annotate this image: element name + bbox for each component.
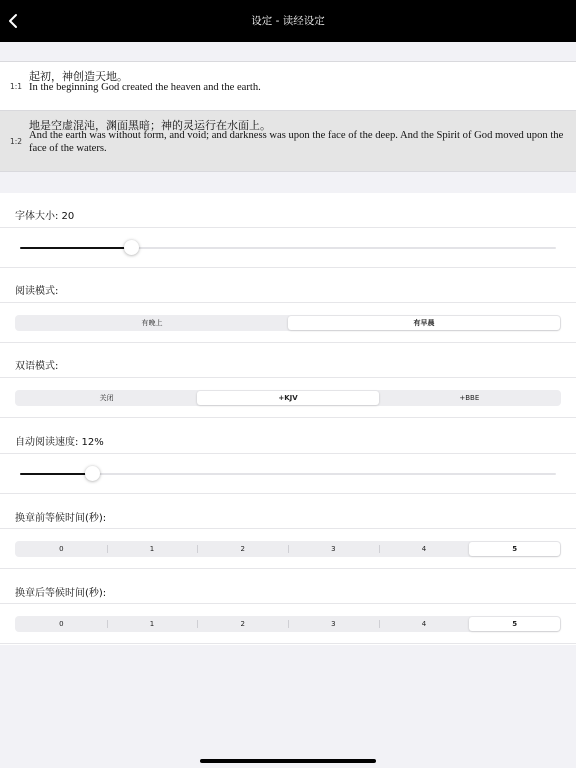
auto-speed-slider-fill xyxy=(20,473,92,475)
auto-speed-label-row xyxy=(0,418,576,454)
wait-before-option[interactable]: 0 xyxy=(59,545,64,553)
font-size-slider-fill xyxy=(20,247,131,249)
font-size-slider[interactable] xyxy=(20,247,556,249)
wait-after-label: 换章后等候时间(秒): xyxy=(15,588,107,599)
bilingual-mode-label-row xyxy=(0,343,576,378)
bilingual-option-kjv[interactable]: +KJV xyxy=(197,391,378,405)
verse-number: 1:1 xyxy=(10,82,23,91)
wait-before-option[interactable]: 4 xyxy=(379,542,470,556)
auto-speed-slider-thumb[interactable] xyxy=(85,466,100,481)
verse-text-english: And the earth was without form, and void; and darkness was upon the face of the deep. And the Spirit of God moved upon the face of the waters. xyxy=(29,130,564,154)
bilingual-mode-row xyxy=(0,378,576,418)
wait-before-label-row xyxy=(0,494,576,529)
auto-speed-slider[interactable] xyxy=(20,473,556,475)
reading-mode-segmented-control[interactable] xyxy=(15,315,561,331)
page-title: 设定 - 读经设定 xyxy=(251,15,325,27)
wait-before-segmented-control[interactable] xyxy=(15,541,561,557)
verse-text-english: In the beginning God created the heaven and the earth. xyxy=(29,82,261,93)
verse-number: 1:2 xyxy=(10,137,23,146)
wait-before-option[interactable]: 1 xyxy=(107,542,198,556)
verse-text-chinese: 起初，神创造天地。 xyxy=(29,70,128,83)
wait-before-option[interactable]: 3 xyxy=(288,542,379,556)
wait-before-option-selected[interactable]: 5 xyxy=(469,542,560,556)
wait-after-segmented-control[interactable] xyxy=(15,616,561,632)
bilingual-mode-segmented-control[interactable] xyxy=(15,390,561,406)
verse-row[interactable] xyxy=(0,61,576,111)
bilingual-mode-label: 双语模式: xyxy=(15,361,59,372)
reading-mode-option-morning[interactable]: 有早晨 xyxy=(288,316,560,330)
wait-before-label: 换章前等候时间(秒): xyxy=(15,513,107,524)
wait-before-option[interactable]: 2 xyxy=(197,542,288,556)
font-size-label-row xyxy=(0,193,576,228)
bilingual-option-off[interactable]: 关闭 xyxy=(99,394,114,402)
wait-after-label-row xyxy=(0,569,576,604)
verse-text-chinese: 地是空虚混沌，渊面黑暗；神的灵运行在水面上。 xyxy=(29,119,271,132)
wait-after-option[interactable]: 0 xyxy=(59,620,64,628)
home-indicator xyxy=(200,759,376,763)
reading-mode-label-row xyxy=(0,268,576,303)
auto-speed-label: 自动阅读速度: 12% xyxy=(15,437,104,448)
verse-row-highlighted[interactable] xyxy=(0,110,576,172)
navigation-bar xyxy=(0,0,576,42)
auto-speed-slider-row xyxy=(0,454,576,494)
bilingual-option-bbe[interactable]: +BBE xyxy=(459,394,480,402)
reading-mode-option-evening[interactable]: 有晚上 xyxy=(141,319,163,327)
wait-after-option[interactable]: 3 xyxy=(288,617,379,631)
font-size-slider-thumb[interactable] xyxy=(124,240,139,255)
wait-after-option[interactable]: 2 xyxy=(197,617,288,631)
wait-after-option-selected[interactable]: 5 xyxy=(469,617,560,631)
wait-before-row xyxy=(0,529,576,569)
reading-mode-row xyxy=(0,303,576,343)
wait-after-option[interactable]: 4 xyxy=(379,617,470,631)
wait-after-option[interactable]: 1 xyxy=(107,617,198,631)
font-size-label: 字体大小: 20 xyxy=(15,211,75,222)
wait-after-row xyxy=(0,604,576,644)
font-size-slider-row xyxy=(0,228,576,268)
reading-mode-label: 阅读模式: xyxy=(15,286,59,297)
